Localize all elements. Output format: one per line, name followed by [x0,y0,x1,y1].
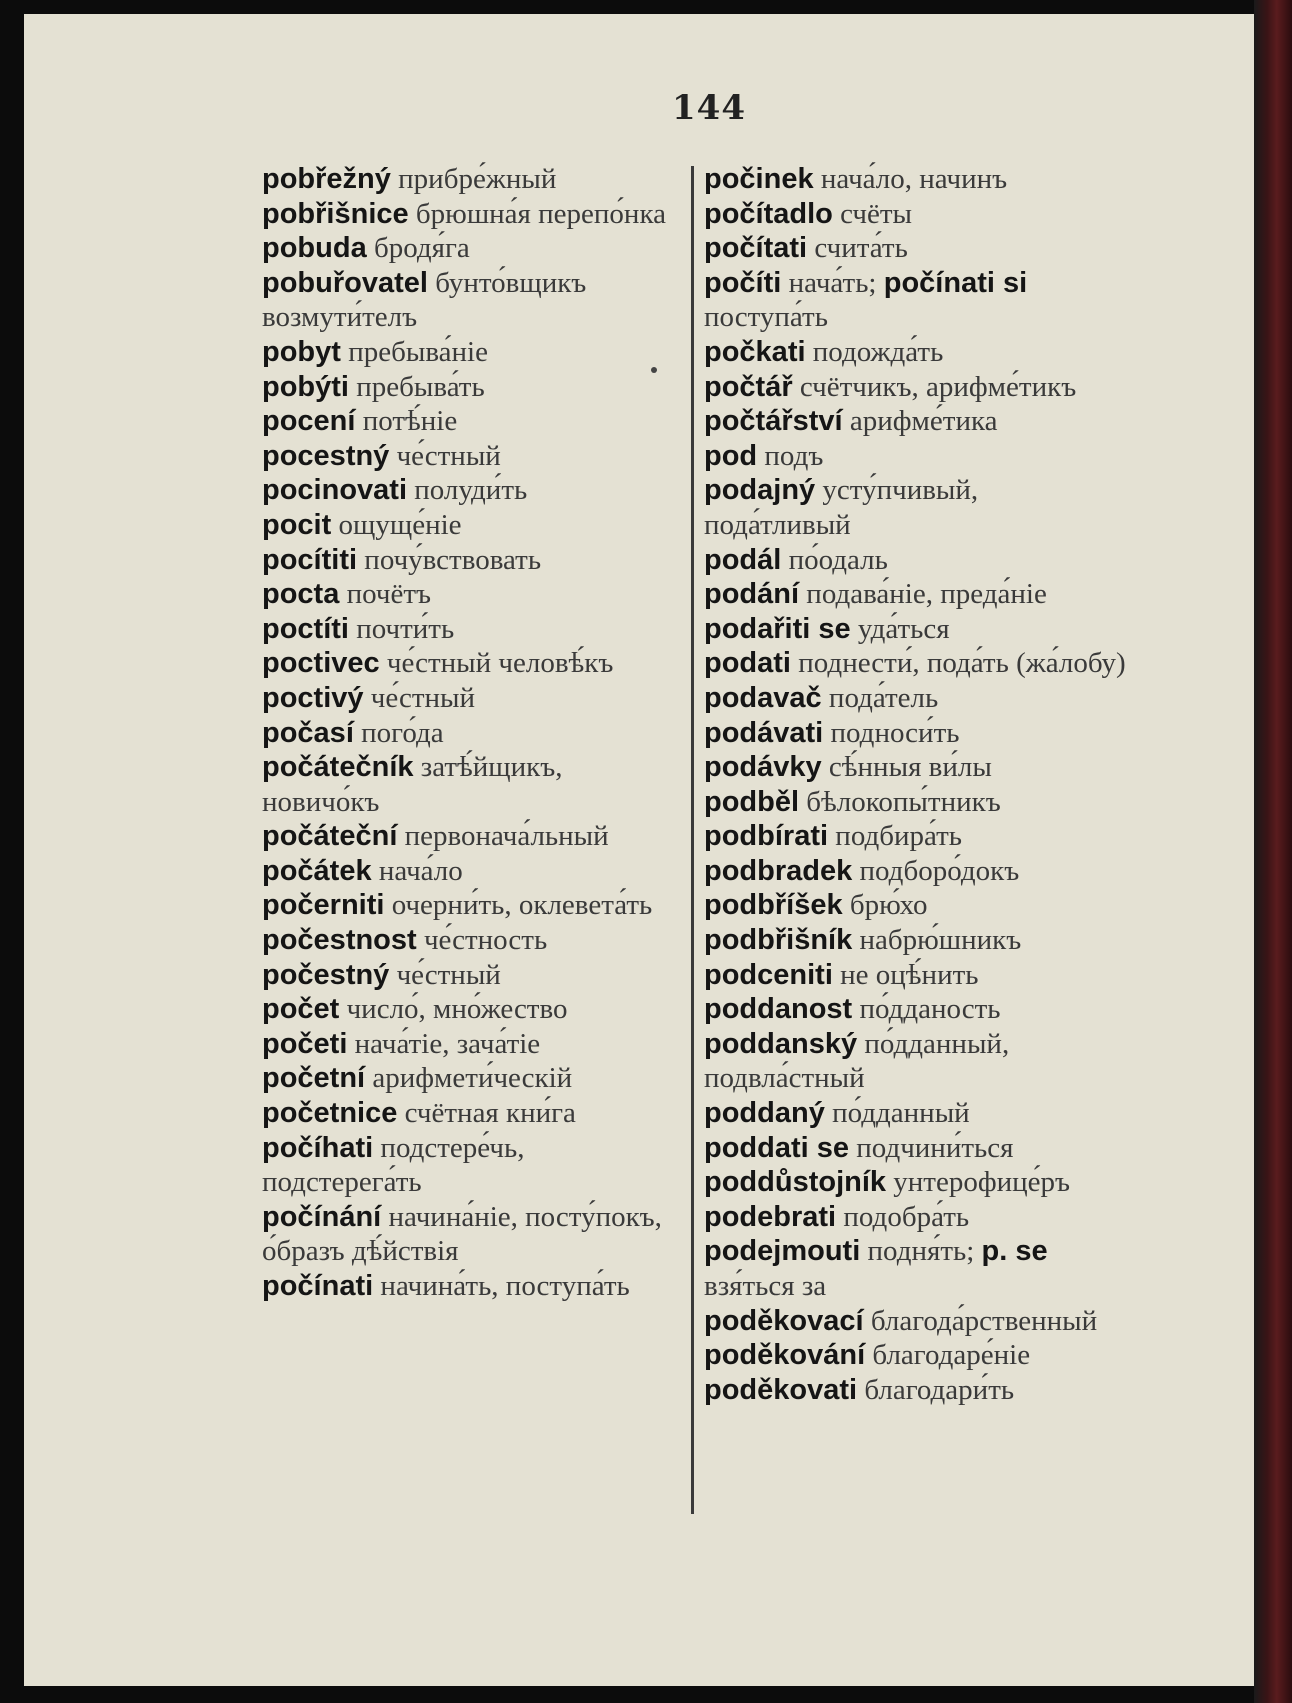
entry-term: podajný [704,474,816,507]
entry-definition: почётъ [346,578,431,611]
entry-term: poděkovací [704,1304,864,1337]
entry-subterm: počínati si [883,266,1028,299]
entry-term: počet [262,993,340,1026]
dictionary-entry [704,923,1128,958]
entry-term: poddati se [704,1131,850,1164]
dictionary-entry [704,473,1128,542]
dictionary-entry [704,439,1128,474]
entry-term: počkati [704,335,806,368]
dictionary-entry [262,1200,680,1269]
entry-definition: подчини́ться [856,1131,1014,1164]
entry-definition: благода́рственный [870,1304,1098,1337]
dictionary-entry [262,404,680,439]
entry-term: podbříšek [704,889,843,922]
entry-term: pocení [262,405,356,438]
book-spine [1254,0,1292,1703]
dictionary-entry [704,958,1128,993]
entry-definition: бродя́га [373,232,470,265]
entry-term: pobyt [262,335,341,368]
entry-term: poddanost [704,993,853,1026]
entry-term: počasí [262,716,354,749]
entry-definition: че́стный [396,958,501,991]
dictionary-entry [704,1338,1128,1373]
entry-definition: подстере́чь, подстерега́ть [262,1131,525,1199]
entry-term: pocestný [262,439,390,472]
entry-definition: брюшна́я перепо́нка [415,197,666,230]
entry-definition: по́дданный, подвла́стный [704,1027,1010,1095]
entry-definition: сѣ́нныя ви́лы [828,751,992,784]
entry-definition: подожда́ть [812,335,944,368]
entry-definition: число́, мно́жество [346,993,568,1026]
page-number: 144 [672,88,746,128]
entry-definition: уда́ться [857,612,950,645]
entry-term: podávky [704,751,822,784]
dictionary-entry [262,681,680,716]
entry-term: poctivec [262,647,380,680]
dictionary-entry [704,335,1128,370]
entry-definition: брю́хо [849,889,928,922]
entry-definition: подбира́ть [835,820,963,853]
dictionary-entry [262,543,680,578]
dictionary-entry [704,1165,1128,1200]
dictionary-entry [262,335,680,370]
dictionary-entry [262,992,680,1027]
entry-term: podání [704,578,800,611]
dictionary-entry [262,231,680,266]
entry-term: počinek [704,163,814,195]
entry-definition: нача́тіе, зача́тіе [354,1027,541,1060]
dictionary-entry [704,543,1128,578]
ink-dot [651,367,657,373]
dictionary-entry [704,231,1128,266]
entry-term: pocta [262,578,340,611]
entry-definition: полуди́ть [414,474,528,507]
entry-subdefinition: поступа́ть [704,301,828,334]
dictionary-entry [704,854,1128,889]
entry-definition: усту́пчивый, пода́тливый [704,474,979,541]
entry-definition: подъ [764,439,824,472]
entry-term: pod [704,439,758,472]
dictionary-entry [704,1131,1128,1166]
dictionary-entry [704,1096,1128,1131]
entry-term: počínati [262,1270,374,1302]
dictionary-entry [262,508,680,543]
entry-term: poděkovati [704,1373,858,1406]
entry-definition: че́стность [423,924,548,957]
entry-definition: начина́ть, поступа́ть [380,1270,630,1302]
entry-term: počítadlo [704,197,833,230]
dictionary-entry [704,266,1128,335]
dictionary-entry [704,1373,1128,1408]
entry-term: podceniti [704,958,833,991]
entry-term: podávati [704,716,824,749]
entry-term: početnice [262,1097,398,1130]
entry-term: podejmouti [704,1235,861,1268]
entry-term: pobýti [262,370,349,403]
entry-definition: счётчикъ, арифме́тикъ [799,370,1077,403]
entry-term: podál [704,543,782,576]
entry-term: poddanský [704,1027,858,1060]
dictionary-entry [704,197,1128,232]
entry-definition: пода́тель [828,681,939,714]
entry-term: pocítiti [262,543,358,576]
left-column [262,162,680,1304]
entry-definition: не оцѣ́нить [840,958,979,991]
entry-definition: начина́ніе, посту́покъ, о́бразъ дѣ́йствія [262,1200,662,1268]
dictionary-entry [704,819,1128,854]
dictionary-entry [262,819,680,854]
entry-definition: по́дданость [859,993,1001,1026]
dictionary-entry [704,646,1128,681]
dictionary-entry [262,716,680,751]
entry-definition: унтерофице́ръ [893,1166,1071,1199]
entry-definition: ощуще́ніе [338,508,462,541]
dictionary-entry [262,266,680,335]
entry-definition: благодаре́ніе [872,1339,1031,1372]
entry-term: poddaný [704,1097,825,1130]
entry-term: pocinovati [262,474,408,507]
entry-definition: подобра́ть [843,1200,970,1233]
entry-term: pobřišnice [262,197,409,230]
dictionary-entry [262,1027,680,1062]
entry-definition: бѣлокопы́тникъ [806,785,1001,818]
entry-subdefinition: взя́ться за [704,1270,827,1302]
entry-definition: потѣ́ніе [362,405,458,438]
dictionary-entry [704,1234,1128,1303]
dictionary-entry [704,785,1128,820]
entry-definition: бунто́вщикъ возмути́телъ [262,266,587,334]
entry-definition: че́стный [370,681,476,714]
entry-definition: прибре́жный [398,163,557,195]
dictionary-entry [262,1061,680,1096]
entry-term: poctíti [262,612,349,645]
entry-definition: подборо́докъ [859,854,1020,887]
entry-definition: пого́да [361,716,444,749]
entry-term: podběl [704,785,800,818]
dictionary-entry [262,888,680,923]
entry-definition: подня́ть; [867,1235,975,1268]
entry-definition: подноси́ть [830,716,960,749]
dictionary-entry [262,1131,680,1200]
entry-term: počtář [704,370,793,403]
entry-term: počáteční [262,820,398,853]
entry-term: počátek [262,854,372,887]
entry-definition: арифме́тика [849,405,998,438]
dictionary-entry [262,197,680,232]
dictionary-entry [704,681,1128,716]
entry-definition: че́стный [396,439,501,472]
entry-definition: по́дданный [832,1097,970,1130]
entry-term: pobuda [262,232,367,265]
entry-term: podbírati [704,820,829,853]
entry-definition: счётная кни́га [404,1097,576,1130]
entry-term: pobuřovatel [262,266,428,299]
dictionary-entry [704,1027,1128,1096]
entry-definition: по́одаль [788,543,888,576]
entry-definition: нача́ть; [788,266,877,299]
entry-term: počítati [704,232,808,265]
dictionary-entry [262,1269,680,1304]
dictionary-entry [262,854,680,889]
entry-subterm: p. se [981,1235,1048,1268]
entry-definition: почти́ть [356,612,455,645]
entry-definition: нача́ло [378,854,463,887]
dictionary-entry [262,646,680,681]
entry-definition: набрю́шникъ [859,924,1022,957]
dictionary-entry [262,162,680,197]
entry-term: početní [262,1062,366,1095]
entry-term: poděkování [704,1339,866,1372]
entry-definition: затѣ́йщикъ, новичо́къ [262,751,563,818]
dictionary-entry [704,612,1128,647]
dictionary-entry [262,439,680,474]
right-column [704,162,1128,1407]
entry-term: pocit [262,508,332,541]
dictionary-entry [262,612,680,647]
entry-definition: благодари́ть [864,1373,1015,1406]
entry-term: počtářství [704,405,843,438]
dictionary-entry [704,750,1128,785]
dictionary-entry [262,577,680,612]
entry-term: počíti [704,266,782,299]
dictionary-entry [704,577,1128,612]
entry-definition: очерни́ть, оклевета́ть [391,889,653,922]
entry-term: pobřežný [262,163,391,195]
entry-definition: поднести́, пода́ть (жа́лобу) [798,647,1126,680]
entry-definition: нача́ло, начинъ [820,163,1008,195]
entry-term: podbřišník [704,924,853,957]
entry-term: podati [704,647,791,680]
entry-term: počíhati [262,1131,374,1164]
entry-definition: почу́вствовать [364,543,542,576]
entry-term: počestný [262,958,390,991]
entry-definition: счёты [840,197,913,230]
dictionary-entry [704,716,1128,751]
dictionary-entry [704,404,1128,439]
entry-term: početi [262,1027,348,1060]
entry-definition: арифмети́ческій [372,1062,573,1095]
entry-definition: пребыва́ніе [348,335,488,368]
entry-term: počátečník [262,751,414,784]
entry-definition: пребыва́ть [356,370,485,403]
entry-term: podařiti se [704,612,851,645]
column-divider [691,166,694,1514]
dictionary-entry [704,1200,1128,1235]
dictionary-entry [704,992,1128,1027]
entry-term: počestnost [262,924,417,957]
entry-term: podavač [704,681,822,714]
entry-term: počerniti [262,889,385,922]
entry-term: podebrati [704,1200,837,1233]
dictionary-entry [262,750,680,819]
dictionary-entry [262,473,680,508]
entry-term: podbradek [704,854,853,887]
entry-definition: счита́ть [814,232,908,265]
dictionary-entry [262,370,680,405]
entry-term: poctivý [262,681,364,714]
dictionary-entry [262,958,680,993]
entry-definition: первонача́льный [404,820,609,853]
entry-definition: че́стный человѣ́къ [386,647,614,680]
dictionary-entry [262,1096,680,1131]
entry-term: počínání [262,1200,382,1233]
dictionary-entry [262,923,680,958]
entry-definition: подава́ніе, преда́ніе [806,578,1047,611]
dictionary-entry [704,1304,1128,1339]
dictionary-entry [704,888,1128,923]
entry-term: poddůstojník [704,1166,887,1199]
dictionary-entry [704,370,1128,405]
dictionary-entry [704,162,1128,197]
